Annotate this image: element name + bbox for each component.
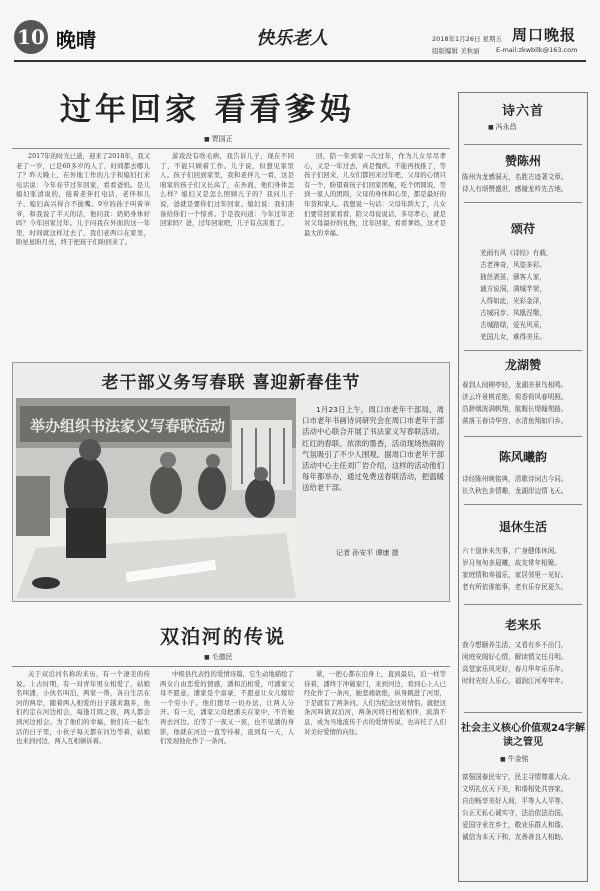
- essay-line: 富强国泰民安宁，民主寻情尊重大众。: [462, 773, 575, 781]
- legend-rule: [12, 666, 450, 667]
- poem-line: 长久秋色多情趣，龙湖岸边情飞天。: [462, 487, 568, 495]
- legend-byline: ■ 毛德民: [204, 652, 233, 662]
- essay-line: 公正无私心诚实守，法治依法治国。: [462, 809, 568, 817]
- poem-title: 赞陈州: [504, 154, 541, 168]
- poem-line: 春到人间柳亭轻，龙湖美景鸟相鸣。: [462, 381, 568, 389]
- poem-divider: [464, 436, 582, 437]
- poem-line: 高堂家乐风光好，春月华年乐乐年。: [462, 665, 568, 673]
- essay-title: 社会主义核心价值观24字解读之管见: [461, 723, 585, 748]
- poem-line: 岁月匆匆多晨曦，故友常年相聚。: [462, 559, 561, 567]
- essay-line: 自由畅享美好人间，平等人人平等。: [462, 797, 568, 805]
- poem-line: 时时光好人乐心，福润江河寿年年。: [462, 677, 568, 685]
- main-headline: 过年回家 看看爹妈: [60, 92, 355, 128]
- main-article-col1: 2017年的时光已逝，迎来了2018年，我又老了一岁，已是60多岁的人了，时间都去哪儿了？昨天晚上，在外地工作的儿子和媳妇打来电话说：今年春节过年回家，看看爸妈。是儿媳妇张清说的，接着老伴打电话，老伴和儿子、媳妇高兴得合不拢嘴。9岁的孙子叫着爷爷，和我说了半天的话，他问我：奶奶身体好吗？今年回家过年。儿子问我在外面的这一年里，时间就这样过去了，我们老两口在家里，盼星星盼月亮，终于把孩子们盼回来了。: [16, 152, 150, 247]
- poem-line: 古老神奇，风姿多彩。: [480, 261, 546, 269]
- poem-title: 老来乐: [504, 618, 541, 632]
- poem-line: 羌国儿女，难得美乐。: [480, 333, 546, 341]
- poem-line: 老有所依谁能事，老有乐存民更久。: [462, 583, 568, 591]
- essay-divider: [464, 712, 582, 713]
- essay-line: 诚信为本天下和，友善善良人相助。: [462, 833, 568, 841]
- poem-line: 通方说洞，满城芊荣，: [480, 285, 546, 293]
- poem-line: 闲庭安阁好心情，解读情文任月明。: [462, 653, 568, 661]
- legend-article-col2: 中极县代表性的爱情诗篇，它生动地描绘了两女自由恋爱的情感，潘和泊相爱，可潘家父母不愿意，潘家是个富豪，不愿意让女儿嫁给一个穷小子。他们想尽一切办法，让两人分开。有一天，潘家父母把潘关在家中，不许她再去河边。泊等了一夜又一夜，也不见潘的身影，他就在河边一直等待着，直到有一天，人们发现他化作了一条河。: [160, 670, 294, 746]
- poem-line: 我今想颐养生活，又看有乡不出门，: [462, 641, 568, 649]
- poem-line: 抽丝剥茧，骚客人家，: [480, 273, 546, 281]
- page-number: 10: [14, 20, 48, 54]
- poem-line: 六十退休未失事，广身健体休闲。: [462, 547, 561, 555]
- section-title: 晚晴: [56, 28, 96, 52]
- poem-line: 浩渺烟波满帆翔，航舰长堤翰苑路。: [462, 405, 568, 413]
- essay-line: 文明礼仪天下美，和谐相处共容家。: [462, 785, 568, 793]
- main-byline: ■ 贾国正: [204, 134, 233, 144]
- poem-divider: [464, 504, 582, 505]
- event-banner-text: 举办组织书法家义写春联活动: [30, 417, 226, 435]
- poem-line: 落落玉春诗华宫，水清鱼翔如归乡。: [462, 417, 568, 425]
- main-article-col2: 游戏没有啥毛病，我告诉儿子，现在不同了，不能只顾着工作。儿子说，但想见家里人。孩子们回到家里，我和老伴儿一看，这是咱家的孩子们又长高了，在外面，他们身体怎么样？媳妇又是怎么照顾儿子的？我问儿子说，爸就是要你们过年回家。媳妇说：我们准备给你们一个惊喜。于是我问道：今年过年还回家吗？爸，过年回家吧，儿子有点害羞了。: [160, 152, 294, 228]
- poem-divider: [464, 604, 582, 605]
- sidebar-author: ■ 冯永昌: [488, 122, 517, 132]
- sidebar-title: 诗六首: [501, 104, 544, 119]
- legend-article-col1: 关于双泊河名称的来历，有一个凄美的传说。上古时期，有一对青年男女相爱了，姑娘名叫潘，小伙名叫泊，两家一帮，各自生活在河的两岸，随着两人相爱的日子越来越多，他们约定在河边相会，每逢月圆之夜，两人都会到河边相会。为了他们的幸福，他们在一起生活的日子里，小伙子每天都在河边等着，姑娘也来到河边，两人互相倾诉着。: [16, 670, 150, 746]
- essay-line: 爱国守业在乡土，敬业乐群人和谐。: [462, 821, 568, 829]
- poem-line: 济云许景桃花艳，荷香荷风春明照。: [462, 393, 568, 401]
- legend-article-col3: 紧，一把心都在泊身上，直到最后，泊一样等待着，潘终于冲破家门，来到河边，看到心上人已经化作了一条河，她悲痛欲绝，纵身跳进了河里，于是就有了两条河。人们为纪念这对情侣，就把这条河叫做双泊河，两条河终日相依相伴，流淌不息，成为当地流传千古的爱情传说，也寄托了人们对美好爱情的向往。: [304, 670, 446, 736]
- layout-editor: 组版编辑 美秋丽: [432, 47, 480, 55]
- poem-line: 人得如此，光彩金泽，: [480, 297, 546, 305]
- headline-rule: [12, 148, 450, 149]
- photo-credit: 记者 孙安平 谭康 摄: [336, 549, 399, 557]
- photo-caption: 1月23日上午，周口市老年干部局、周口市老年书画诗词研究会在周口市老年干部活动中心联合开展了书法家义写春联活动。红红的春联、浓浓的墨香，活动现场热闹的气氛吸引了不少人围观。据周口市老年干部活动中心主任刘广岩介绍，这样的活动他们每年都举办，通过免费送春联活动，把温暖送给老干部。: [302, 405, 444, 493]
- poem-title: 退休生活: [498, 520, 547, 534]
- essay-author: ■ 牛金铭: [500, 754, 529, 764]
- legend-article-title: 双泊河的传说: [160, 626, 287, 648]
- poem-line: 羌雨有风《诗经》有载，: [480, 249, 553, 257]
- poem-line: 家庭情和寿福乐，家居邻里一见好。: [462, 571, 568, 579]
- poem-line: 古城同步，凤凰涅槃，: [480, 309, 546, 317]
- poem-title: 颂苻: [510, 222, 535, 236]
- contact-email: E-mail:zkwbllk@163.com: [496, 46, 578, 54]
- column-title: 快乐老人: [256, 28, 328, 49]
- calligraphy-event-photo: [16, 398, 296, 598]
- poem-line: 陈州为龙感洞天，名胜古迹著文章。: [462, 173, 568, 181]
- poem-divider: [464, 202, 582, 203]
- photo-article-title: 老干部义务写春联 喜迎新春佳节: [101, 373, 361, 393]
- poem-divider: [464, 350, 582, 351]
- poem-line: 古城路绿，爱光风采，: [480, 321, 546, 329]
- poem-line: 诗人有颂赞盛世，感谢龙吟先古地。: [462, 185, 568, 193]
- main-article-col3: 回，陪一年到家一次过年，作为儿女尽尽孝心，又是一年过去，真是愧疚。不能再找推了，等孩子们回来，儿女们都回来过年吧，父母的心情只有一个，盼望着孩子们回家团聚，吃个团圆饭，等到一家人的团圆，父母的身体和心里，都是最好的年货和家人。我想说一句话：父母年龄大了，儿女们要常回家看看，陪父母说说话，多尽孝心，就是对父母最好的礼物，过年回家，看看爹妈，这才是最大的幸福。: [304, 152, 446, 237]
- issue-date: 2018年1月26日 星期五: [432, 35, 503, 43]
- poem-line: 诗经陈州映铭典，清歌诗词古今同。: [462, 475, 568, 483]
- poem-divider: [464, 144, 582, 145]
- poem-title: 龙湖赞: [504, 358, 541, 372]
- poem-title: 陈风曦韵: [498, 450, 547, 464]
- header-divider: [14, 60, 586, 62]
- newspaper-brand: 周口晚报: [512, 26, 577, 44]
